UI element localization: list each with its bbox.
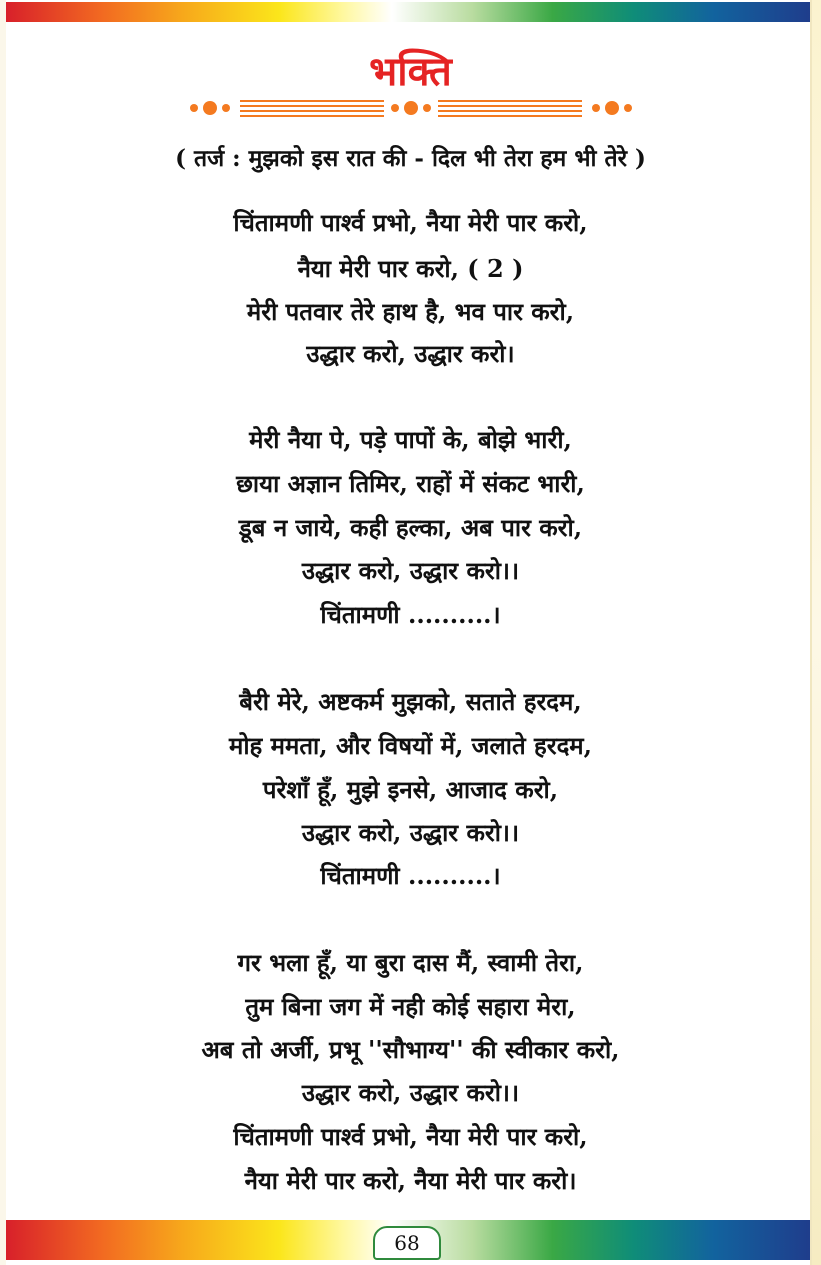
page-title: भक्ति [369, 48, 452, 95]
verse-line: मेरी नैया पे, पड़े पापों के, बोझे भारी, [249, 425, 572, 454]
verse-line: छाया अज्ञान तिमिर, राहों में संकट भारी, [236, 469, 585, 498]
verse-line: चिंतामणी पार्श्व प्रभो, नैया मेरी पार करो, [233, 1122, 588, 1151]
verse-line: मेरी पतवार तेरे हाथ है, भव पार करो, [246, 297, 575, 326]
verse-line: तुम बिना जग में नही कोई सहारा मेरा, [245, 992, 576, 1021]
verse-line: उद्धार करो, उद्धार करो।। [301, 556, 520, 585]
verse-line: गर भला हूँ, या बुरा दास मैं, स्वामी तेरा, [237, 948, 584, 977]
page-number: 68 [373, 1226, 441, 1260]
verse-line: उद्धार करो, उद्धार करो। [306, 339, 515, 368]
verse-line: चिंतामणी ..........। [320, 861, 501, 890]
verse-line: चिंतामणी पार्श्व प्रभो, नैया मेरी पार करो, [233, 208, 588, 237]
verse-line: उद्धार करो, उद्धार करो।। [301, 818, 520, 847]
verse-line: डूब न जाये, कही हल्का, अब पार करो, [238, 513, 583, 542]
verse-line: बैरी मेरे, अष्टकर्म मुझको, सताते हरदम, [239, 687, 582, 716]
verse-line: अब तो अर्जी, प्रभू ''सौभाग्य'' की स्वीकार करो, [201, 1035, 620, 1064]
verse-line: नैया मेरी पार करो, ( 2 ) [297, 254, 524, 283]
verse-line: नैया मेरी पार करो, नैया मेरी पार करो। [244, 1166, 577, 1195]
verse-line: मोह ममता, और विषयों में, जलाते हरदम, [228, 731, 593, 760]
verse-line: परेशाँ हूँ, मुझे इनसे, आजाद करो, [262, 775, 559, 804]
verse-line: उद्धार करो, उद्धार करो।। [301, 1078, 520, 1107]
verse-line: चिंतामणी ..........। [320, 600, 501, 629]
tune-subtitle: ( तर्ज : मुझको इस रात की - दिल भी तेरा हम भी तेरे ) [175, 145, 646, 172]
